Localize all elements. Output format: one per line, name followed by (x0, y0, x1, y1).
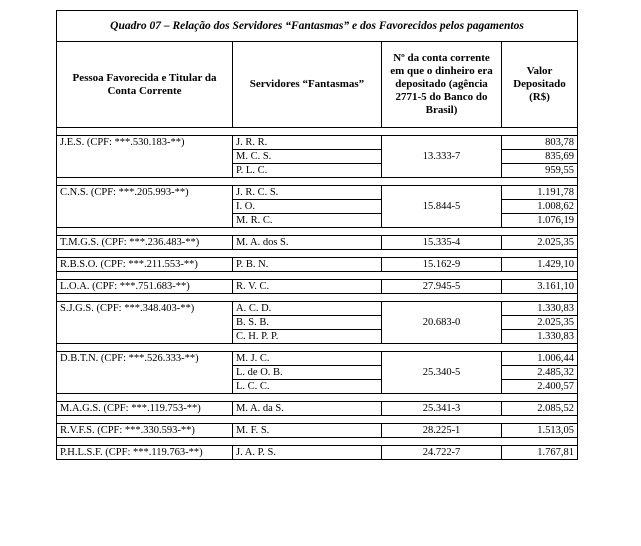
group-gap (57, 128, 578, 136)
table-row (57, 186, 578, 200)
servidores-table (56, 10, 578, 460)
valor-cell: 2.085,52 (502, 402, 578, 416)
conta-cell: 15.335-4 (382, 236, 502, 250)
conta-cell: 28.225-1 (382, 424, 502, 438)
servidor-cell: J. R. C. S. (233, 186, 382, 200)
pessoa-cell: R.B.S.O. (CPF: ***.211.553-**) (57, 258, 233, 272)
valor-cell: 1.330,83 (502, 302, 578, 316)
group-gap (57, 438, 578, 446)
valor-cell: 1.429,10 (502, 258, 578, 272)
valor-cell: 959,55 (502, 164, 578, 178)
table-row (57, 352, 578, 366)
pessoa-cell: P.H.L.S.F. (CPF: ***.119.763-**) (57, 446, 233, 460)
group-gap (57, 228, 578, 236)
servidor-cell: M. C. S. (233, 150, 382, 164)
pessoa-cell: C.N.S. (CPF: ***.205.993-**) (57, 186, 233, 228)
pessoa-cell: M.A.G.S. (CPF: ***.119.753-**) (57, 402, 233, 416)
table-container (56, 10, 577, 460)
servidor-cell: A. C. D. (233, 302, 382, 316)
pessoa-cell: S.J.G.S. (CPF: ***.348.403-**) (57, 302, 233, 344)
header-valor: Valor Depositado (R$) (502, 42, 578, 128)
servidor-cell: J. R. R. (233, 136, 382, 150)
servidor-cell: I. O. (233, 200, 382, 214)
servidor-cell: P. B. N. (233, 258, 382, 272)
group-gap (57, 294, 578, 302)
header-pessoa: Pessoa Favorecida e Titular da Conta Corrente (57, 42, 233, 128)
conta-cell: 25.340-5 (382, 352, 502, 394)
servidor-cell: R. V. C. (233, 280, 382, 294)
servidor-cell: M. A. da S. (233, 402, 382, 416)
valor-cell: 2.485,32 (502, 366, 578, 380)
table-row (57, 446, 578, 460)
table-row (57, 402, 578, 416)
pessoa-cell: L.O.A. (CPF: ***.751.683-**) (57, 280, 233, 294)
servidor-cell: B. S. B. (233, 316, 382, 330)
pessoa-cell: D.B.T.N. (CPF: ***.526.333-**) (57, 352, 233, 394)
valor-cell: 1.076,19 (502, 214, 578, 228)
group-gap (57, 272, 578, 280)
valor-cell: 2.025,35 (502, 236, 578, 250)
servidor-cell: C. H. P. P. (233, 330, 382, 344)
table-row (57, 424, 578, 438)
conta-cell: 13.333-7 (382, 136, 502, 178)
valor-cell: 1.008,62 (502, 200, 578, 214)
header-servidores: Servidores “Fantasmas” (233, 42, 382, 128)
valor-cell: 3.161,10 (502, 280, 578, 294)
pessoa-cell: R.V.F.S. (CPF: ***.330.593-**) (57, 424, 233, 438)
servidor-cell: M. A. dos S. (233, 236, 382, 250)
servidor-cell: M. F. S. (233, 424, 382, 438)
conta-cell: 27.945-5 (382, 280, 502, 294)
group-gap (57, 178, 578, 186)
group-gap (57, 416, 578, 424)
group-gap (57, 344, 578, 352)
pessoa-cell: J.E.S. (CPF: ***.530.183-**) (57, 136, 233, 178)
group-gap (57, 394, 578, 402)
group-gap (57, 250, 578, 258)
servidor-cell: L. C. C. (233, 380, 382, 394)
table-row (57, 258, 578, 272)
pessoa-cell: T.M.G.S. (CPF: ***.236.483-**) (57, 236, 233, 250)
conta-cell: 25.341-3 (382, 402, 502, 416)
table-row (57, 136, 578, 150)
valor-cell: 803,78 (502, 136, 578, 150)
servidor-cell: M. J. C. (233, 352, 382, 366)
servidor-cell: P. L. C. (233, 164, 382, 178)
conta-cell: 15.844-5 (382, 186, 502, 228)
valor-cell: 835,69 (502, 150, 578, 164)
valor-cell: 1.330,83 (502, 330, 578, 344)
servidor-cell: L. de O. B. (233, 366, 382, 380)
table-row (57, 302, 578, 316)
valor-cell: 1.513,05 (502, 424, 578, 438)
servidor-cell: J. A. P. S. (233, 446, 382, 460)
conta-cell: 20.683-0 (382, 302, 502, 344)
conta-cell: 15.162-9 (382, 258, 502, 272)
header-conta: Nº da conta corrente em que o dinheiro era depositado (agência 2771-5 do Banco do Brasil) (382, 42, 502, 128)
table-row (57, 280, 578, 294)
conta-cell: 24.722-7 (382, 446, 502, 460)
valor-cell: 1.191,78 (502, 186, 578, 200)
valor-cell: 2.025,35 (502, 316, 578, 330)
valor-cell: 1.767,81 (502, 446, 578, 460)
table-row (57, 236, 578, 250)
servidor-cell: M. R. C. (233, 214, 382, 228)
table-title: Quadro 07 – Relação dos Servidores “Fantasmas” e dos Favorecidos pelos pagamentos (57, 11, 578, 42)
valor-cell: 2.400,57 (502, 380, 578, 394)
valor-cell: 1.006,44 (502, 352, 578, 366)
